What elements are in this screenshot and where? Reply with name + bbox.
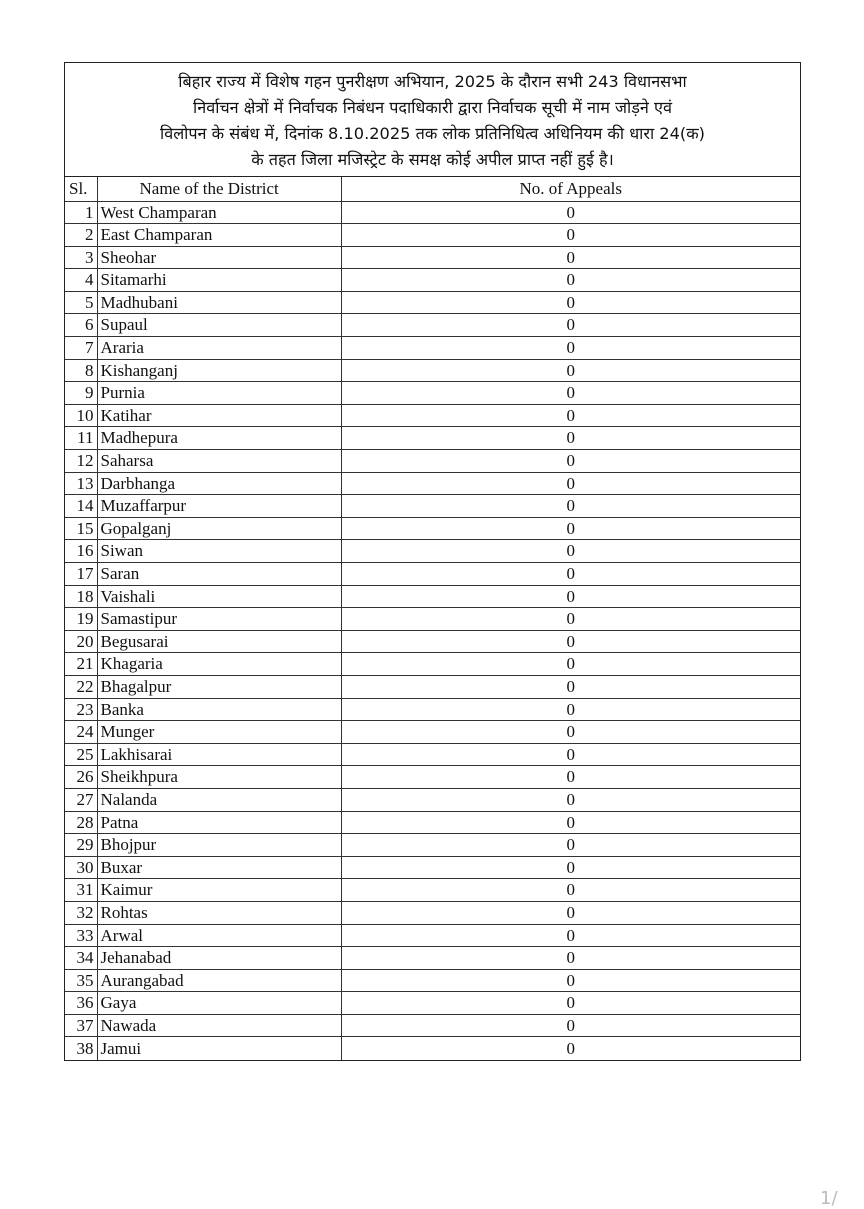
row-district-name: East Champaran <box>97 224 341 247</box>
row-district-name: Begusarai <box>97 630 341 653</box>
row-sl: 11 <box>65 427 97 450</box>
row-appeals: 0 <box>341 811 800 834</box>
row-appeals: 0 <box>341 698 800 721</box>
row-sl: 27 <box>65 788 97 811</box>
table-row <box>65 721 800 744</box>
table-row <box>65 382 800 405</box>
row-sl: 31 <box>65 879 97 902</box>
row-district-name: Katihar <box>97 404 341 427</box>
row-sl: 4 <box>65 269 97 292</box>
table-row <box>65 427 800 450</box>
row-appeals: 0 <box>341 291 800 314</box>
row-appeals: 0 <box>341 472 800 495</box>
row-appeals: 0 <box>341 427 800 450</box>
row-district-name: Sitamarhi <box>97 269 341 292</box>
header-appeals: No. of Appeals <box>341 177 800 201</box>
row-appeals: 0 <box>341 947 800 970</box>
row-sl: 33 <box>65 924 97 947</box>
row-sl: 25 <box>65 743 97 766</box>
table-row <box>65 291 800 314</box>
table-row <box>65 743 800 766</box>
row-sl: 22 <box>65 675 97 698</box>
table-row <box>65 698 800 721</box>
row-appeals: 0 <box>341 563 800 586</box>
table-row <box>65 359 800 382</box>
table-row <box>65 337 800 360</box>
table-row <box>65 269 800 292</box>
table-row <box>65 450 800 473</box>
table-body <box>65 201 800 1060</box>
row-sl: 34 <box>65 947 97 970</box>
table-row <box>65 834 800 857</box>
row-district-name: Rohtas <box>97 901 341 924</box>
row-district-name: Jehanabad <box>97 947 341 970</box>
row-district-name: Arwal <box>97 924 341 947</box>
heading-line: विलोपन के संबंध में, दिनांक 8.10.2025 तक लोक प्रतिनिधित्व अधिनियम की धारा 24(क) <box>160 124 705 143</box>
row-sl: 30 <box>65 856 97 879</box>
row-appeals: 0 <box>341 653 800 676</box>
row-district-name: Bhojpur <box>97 834 341 857</box>
row-district-name: Purnia <box>97 382 341 405</box>
row-sl: 5 <box>65 291 97 314</box>
row-sl: 2 <box>65 224 97 247</box>
row-sl: 29 <box>65 834 97 857</box>
row-appeals: 0 <box>341 721 800 744</box>
table-row <box>65 540 800 563</box>
row-appeals: 0 <box>341 788 800 811</box>
row-appeals: 0 <box>341 992 800 1015</box>
row-district-name: Sheikhpura <box>97 766 341 789</box>
row-appeals: 0 <box>341 337 800 360</box>
table-row <box>65 924 800 947</box>
table-row <box>65 1037 800 1060</box>
row-appeals: 0 <box>341 517 800 540</box>
row-sl: 20 <box>65 630 97 653</box>
row-appeals: 0 <box>341 450 800 473</box>
row-district-name: Kishanganj <box>97 359 341 382</box>
row-sl: 15 <box>65 517 97 540</box>
document-heading <box>65 63 800 177</box>
row-appeals: 0 <box>341 246 800 269</box>
row-appeals: 0 <box>341 834 800 857</box>
row-district-name: Jamui <box>97 1037 341 1060</box>
row-sl: 37 <box>65 1014 97 1037</box>
row-appeals: 0 <box>341 201 800 224</box>
row-district-name: Sheohar <box>97 246 341 269</box>
row-appeals: 0 <box>341 540 800 563</box>
page-marker: 1/ <box>820 1188 838 1209</box>
row-district-name: Kaimur <box>97 879 341 902</box>
row-sl: 1 <box>65 201 97 224</box>
row-appeals: 0 <box>341 879 800 902</box>
row-appeals: 0 <box>341 766 800 789</box>
row-district-name: Supaul <box>97 314 341 337</box>
row-district-name: Nawada <box>97 1014 341 1037</box>
row-district-name: Vaishali <box>97 585 341 608</box>
appeals-table <box>65 177 800 1060</box>
table-row <box>65 404 800 427</box>
table-row <box>65 246 800 269</box>
row-sl: 28 <box>65 811 97 834</box>
table-row <box>65 879 800 902</box>
heading-line: के तहत जिला मजिस्ट्रेट के समक्ष कोई अपील प्राप्त नहीं हुई है। <box>251 150 614 169</box>
row-appeals: 0 <box>341 495 800 518</box>
header-district-name: Name of the District <box>97 177 341 201</box>
row-sl: 10 <box>65 404 97 427</box>
table-row <box>65 969 800 992</box>
header-sl: Sl. <box>65 177 97 201</box>
row-district-name: Darbhanga <box>97 472 341 495</box>
table-row <box>65 675 800 698</box>
row-appeals: 0 <box>341 608 800 631</box>
row-district-name: Madhubani <box>97 291 341 314</box>
row-district-name: Buxar <box>97 856 341 879</box>
heading-line: बिहार राज्य में विशेष गहन पुनरीक्षण अभियान, 2025 के दौरान सभी 243 विधानसभा <box>178 72 687 91</box>
row-sl: 17 <box>65 563 97 586</box>
row-appeals: 0 <box>341 743 800 766</box>
row-sl: 7 <box>65 337 97 360</box>
row-sl: 38 <box>65 1037 97 1060</box>
row-sl: 9 <box>65 382 97 405</box>
table-row <box>65 947 800 970</box>
header-row <box>65 177 800 201</box>
table-row <box>65 901 800 924</box>
row-appeals: 0 <box>341 359 800 382</box>
row-district-name: Saran <box>97 563 341 586</box>
row-sl: 6 <box>65 314 97 337</box>
document-sheet <box>64 62 801 1061</box>
table-row <box>65 517 800 540</box>
row-appeals: 0 <box>341 314 800 337</box>
row-sl: 19 <box>65 608 97 631</box>
row-district-name: Munger <box>97 721 341 744</box>
table-row <box>65 563 800 586</box>
row-sl: 3 <box>65 246 97 269</box>
table-row <box>65 630 800 653</box>
row-appeals: 0 <box>341 1037 800 1060</box>
row-district-name: Samastipur <box>97 608 341 631</box>
row-district-name: Madhepura <box>97 427 341 450</box>
row-district-name: Patna <box>97 811 341 834</box>
table-row <box>65 314 800 337</box>
row-sl: 36 <box>65 992 97 1015</box>
row-appeals: 0 <box>341 675 800 698</box>
row-appeals: 0 <box>341 856 800 879</box>
table-row <box>65 856 800 879</box>
row-district-name: Saharsa <box>97 450 341 473</box>
row-appeals: 0 <box>341 585 800 608</box>
table-row <box>65 766 800 789</box>
row-appeals: 0 <box>341 224 800 247</box>
table-row <box>65 992 800 1015</box>
table-row <box>65 201 800 224</box>
row-sl: 8 <box>65 359 97 382</box>
row-district-name: Gaya <box>97 992 341 1015</box>
row-appeals: 0 <box>341 924 800 947</box>
row-district-name: West Champaran <box>97 201 341 224</box>
row-sl: 35 <box>65 969 97 992</box>
row-district-name: Araria <box>97 337 341 360</box>
row-sl: 14 <box>65 495 97 518</box>
row-sl: 16 <box>65 540 97 563</box>
table-row <box>65 495 800 518</box>
table-row <box>65 224 800 247</box>
row-sl: 13 <box>65 472 97 495</box>
row-sl: 23 <box>65 698 97 721</box>
row-district-name: Banka <box>97 698 341 721</box>
row-sl: 24 <box>65 721 97 744</box>
row-district-name: Siwan <box>97 540 341 563</box>
row-sl: 26 <box>65 766 97 789</box>
heading-line: निर्वाचन क्षेत्रों में निर्वाचक निबंधन पदाधिकारी द्वारा निर्वाचक सूची में नाम जोड़ने एवं <box>193 98 672 117</box>
row-appeals: 0 <box>341 404 800 427</box>
row-sl: 21 <box>65 653 97 676</box>
row-district-name: Aurangabad <box>97 969 341 992</box>
row-district-name: Khagaria <box>97 653 341 676</box>
row-appeals: 0 <box>341 969 800 992</box>
row-district-name: Gopalganj <box>97 517 341 540</box>
row-appeals: 0 <box>341 269 800 292</box>
row-district-name: Lakhisarai <box>97 743 341 766</box>
table-row <box>65 608 800 631</box>
row-district-name: Nalanda <box>97 788 341 811</box>
table-row <box>65 788 800 811</box>
row-sl: 12 <box>65 450 97 473</box>
row-sl: 18 <box>65 585 97 608</box>
table-row <box>65 472 800 495</box>
row-appeals: 0 <box>341 630 800 653</box>
row-appeals: 0 <box>341 1014 800 1037</box>
row-appeals: 0 <box>341 901 800 924</box>
table-row <box>65 811 800 834</box>
row-appeals: 0 <box>341 382 800 405</box>
row-district-name: Bhagalpur <box>97 675 341 698</box>
table-row <box>65 585 800 608</box>
table-row <box>65 653 800 676</box>
table-row <box>65 1014 800 1037</box>
table-header <box>65 177 800 201</box>
row-sl: 32 <box>65 901 97 924</box>
row-district-name: Muzaffarpur <box>97 495 341 518</box>
